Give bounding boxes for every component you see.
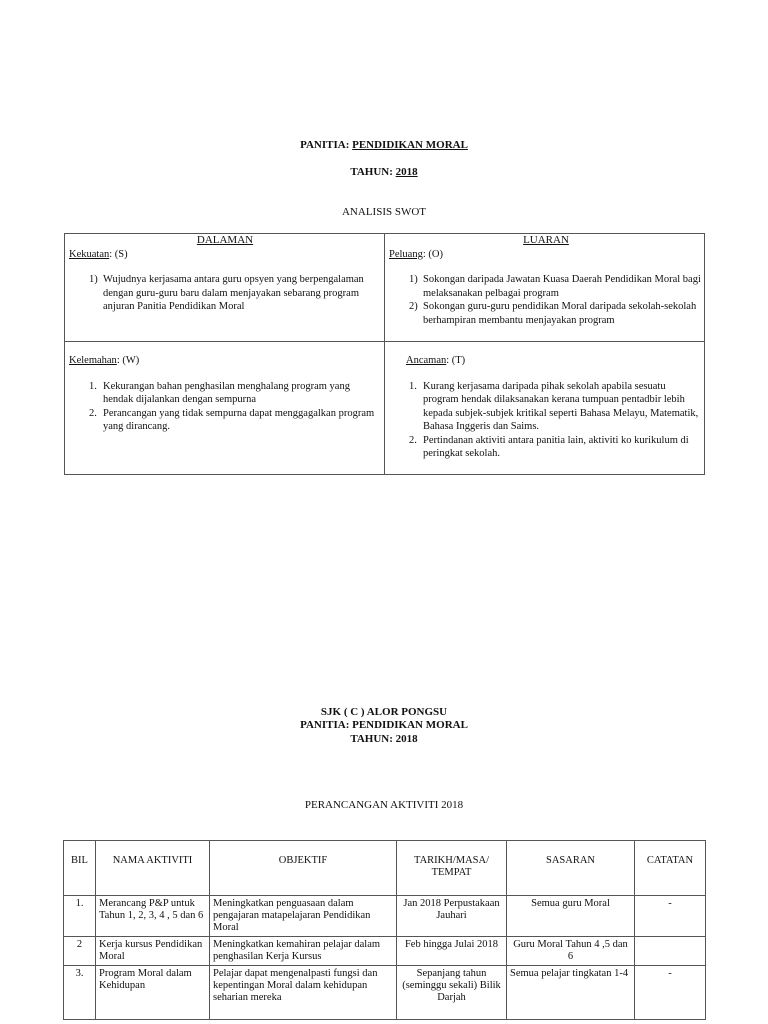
cell-tarikh: Jan 2018 Perpustakaan Jauhari [397,896,507,937]
col-header-objektif: OBJEKTIF [210,841,397,896]
cell-nama: Merancang P&P untuk Tahun 1, 2, 3, 4 , 5 dan 6 [96,896,210,937]
school-name: SJK ( C ) ALOR PONGSU [320,706,448,718]
list-item: 2. Perancangan yang tidak sempurna dapat menggagalkan program yang dirancang. [89,407,375,432]
col-header-bil: BIL [64,841,96,896]
cell-tarikh: Feb hingga Julai 2018 [397,937,507,966]
col-header-nama-aktiviti: NAMA AKTIVITI [96,841,210,896]
swot-strengths-cell [69,234,381,314]
list-item: 1) Wujudnya kerjasama antara guru opsyen yang berpengalaman dengan guru-guru baru dalam menjayakan sebarang program anjuran Panitia Pendidikan Moral [89,274,364,312]
swot-section-title: ANALISIS SWOT [341,206,427,218]
cell-sasaran: Semua guru Moral [507,896,635,937]
cell-bil: 2 [64,937,96,966]
swot-divider-vertical [384,234,385,474]
cell-sasaran: Semua pelajar tingkatan 1-4 [507,966,635,1020]
col-header-catatan: CATATAN [635,841,706,896]
col-header-tarikh: TARIKH/MASA/ TEMPAT [397,841,507,896]
opportunities-label: Peluang: (O) [389,248,443,260]
swot-opportunities-cell [389,234,703,327]
strengths-list [69,273,381,314]
list-item: 1) Sokongan daripada Jawatan Kuasa Daerah Pendidikan Moral bagi melaksanakan pelbagai program [409,274,701,299]
list-item: 1. Kurang kerjasama daripada pihak sekolah apabila sesuatu program hendak dilaksanakan kerana tumpuan pentadbir lebih kepada subjek-subjek kritikal seperti Bahasa Melayu, Matematik, Bahasa Inggeris dan Saims. [409,380,699,432]
tahun-heading [0,166,768,178]
panitia-heading [0,139,768,151]
swot-table [64,233,705,475]
tahun-heading-2: TAHUN: 2018 [350,733,418,745]
strengths-label: Kekuatan: (S) [69,248,128,260]
opportunities-list [389,273,703,327]
table-row [64,966,706,1020]
cell-nama: Program Moral dalam Kehidupan [96,966,210,1020]
panitia-value: PENDIDIKAN MORAL [352,139,468,151]
weaknesses-label: Kelemahan: (W) [69,355,140,366]
table-header-row [64,841,706,896]
tahun-label: TAHUN: [350,166,393,178]
list-item: 1. Kekurangan bahan penghasilan menghalang program yang hendak dijalankan dengan sempurna [89,380,350,405]
cell-sasaran: Guru Moral Tahun 4 ,5 dan 6 [507,937,635,966]
dalaman-heading: DALAMAN [196,234,254,246]
luaran-heading: LUARAN [523,234,569,246]
tahun-value: 2018 [395,166,418,178]
swot-divider-horizontal [65,341,704,342]
cell-catatan: - [635,896,706,937]
cell-tarikh: Sepanjang tahun (seminggu sekali) Bilik Darjah [397,966,507,1020]
table-row [64,937,706,966]
swot-threats-cell [389,354,703,461]
weaknesses-list [69,380,381,434]
cell-bil: 1. [64,896,96,937]
panitia-heading-2: PANITIA: PENDIDIKAN MORAL [300,719,468,731]
list-item: 2) Sokongan guru-guru pendidikan Moral daripada sekolah-sekolah berhampiran membantu menjayakan program [409,301,697,326]
threats-list [389,380,703,461]
cell-objektif: Meningkatkan penguasaan dalam pengajaran matapelajaran Pendidikan Moral [210,896,397,937]
cell-objektif: Meningkatkan kemahiran pelajar dalam penghasilan Kerja Kursus [210,937,397,966]
cell-nama: Kerja kursus Pendidikan Moral [96,937,210,966]
list-item: 2. Pertindanan aktiviti antara panitia lain, aktiviti ko kurikulum di peringkat sekolah. [409,434,689,459]
panitia-label: PANITIA: [300,139,350,151]
table-row [64,896,706,937]
activities-section-title: PERANCANGAN AKTIVITI 2018 [304,799,464,811]
cell-catatan: - [635,966,706,1020]
col-header-sasaran: SASARAN [507,841,635,896]
cell-objektif: Pelajar dapat mengenalpasti fungsi dan kepentingan Moral dalam kehidupan seharian mereka [210,966,397,1020]
cell-bil: 3. [64,966,96,1020]
threats-label: Ancaman: (T) [406,355,466,366]
cell-catatan [635,937,706,966]
swot-weaknesses-cell [69,354,381,434]
activities-table [63,840,706,1020]
